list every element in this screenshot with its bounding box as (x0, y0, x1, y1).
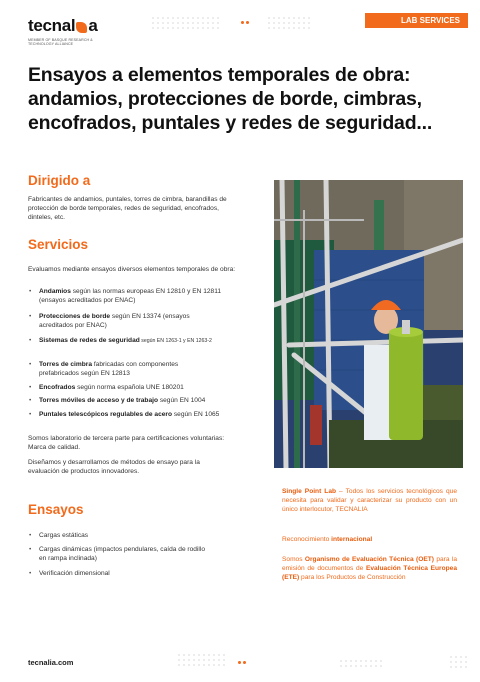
laboratory-photo (274, 180, 463, 468)
servicio-item-protecciones: • Protecciones de borde según EN 13374 (ensayos acreditados por ENAC) (28, 312, 218, 330)
servicios-heading: Servicios (28, 237, 89, 252)
logo-colon-mark (76, 22, 87, 33)
servicio-item-torres-moviles: • Torres móviles de acceso y de trabajo según EN 1004 (28, 396, 238, 405)
servicios-note-metodos: Diseñamos y desarrollamos de métodos de ensayo para la evaluación de productos innovadores. (28, 459, 200, 475)
reconocimiento-text: Reconocimiento internacional (282, 536, 373, 543)
servicio-item-puntales: • Puntales telescópicos regulables de acero según EN 1065 (28, 410, 233, 419)
ensayo-item-dinamicas: • Cargas dinámicas (impactos pendulares, caída de rodillo en rampa inclinada) (28, 545, 213, 563)
decorative-dots-bottom (178, 654, 225, 666)
organismo-evaluacion-text: Somos Organismo de Evaluación Técnica (OET) para la emisión de documentos de Evaluación Técnica Europea (ETE) para los Productos de Construcción (282, 556, 457, 581)
single-point-lab-text: Single Point Lab – Todos los servicios tecnológicos que necesita para validar y caracterizar su producto con un único interlocutor, TECNALIA (282, 488, 457, 513)
ensayo-item-estaticas: • Cargas estáticas (28, 531, 228, 540)
dirigido-heading: Dirigido a (28, 173, 91, 188)
ensayo-item-dimensional: • Verificación dimensional (28, 569, 228, 578)
servicio-item-cimbra: • Torres de cimbra fabricadas con componentes prefabricados según EN 12813 (28, 360, 218, 378)
ensayos-heading: Ensayos (28, 502, 84, 517)
logo-text-right: a (88, 16, 98, 35)
lab-services-badge: LAB SERVICES (365, 13, 468, 28)
footer-website-link[interactable]: tecnalia.com (28, 658, 74, 667)
servicios-intro: Evaluamos mediante ensayos diversos elementos temporales de obra: (28, 266, 236, 273)
page-title: Ensayos a elementos temporales de obra: andamios, protecciones de borde, cimbras, encofrados, puntales y redes de seguridad... (28, 64, 433, 134)
servicio-item-redes: • Sistemas de redes de seguridad según EN 1263-1 y EN 1263-2 (28, 336, 233, 346)
decorative-orange-dots-bottom (238, 661, 246, 664)
logo-tagline: MEMBER OF BASQUE RESEARCH & TECHNOLOGY ALLIANCE (28, 38, 93, 47)
decorative-dots-bottom-right (340, 660, 382, 667)
servicio-item-andamios: • Andamios según las normas europeas EN 12810 y EN 12811 (ensayos acreditados por ENAC) (28, 287, 228, 305)
decorative-orange-dots-top (241, 21, 249, 24)
servicios-note-laboratorio: Somos laboratorio de tercera parte para certificaciones voluntarias: Marca de calidad. (28, 435, 225, 451)
dirigido-text: Fabricantes de andamios, puntales, torres de cimbra, barandillas de protección de borde temporales, redes de seguridad, encofrados, dinteles, etc. (28, 196, 227, 221)
decorative-dots-corner (450, 656, 467, 668)
tecnalia-logo (28, 16, 98, 46)
servicio-item-encofrados: • Encofrados según norma española UNE 180201 (28, 383, 233, 392)
logo-text-left: tecnal (28, 16, 76, 35)
decorative-dots-top-right (268, 17, 310, 29)
logo-wordmark (28, 16, 98, 36)
decorative-dots-top (152, 17, 219, 29)
